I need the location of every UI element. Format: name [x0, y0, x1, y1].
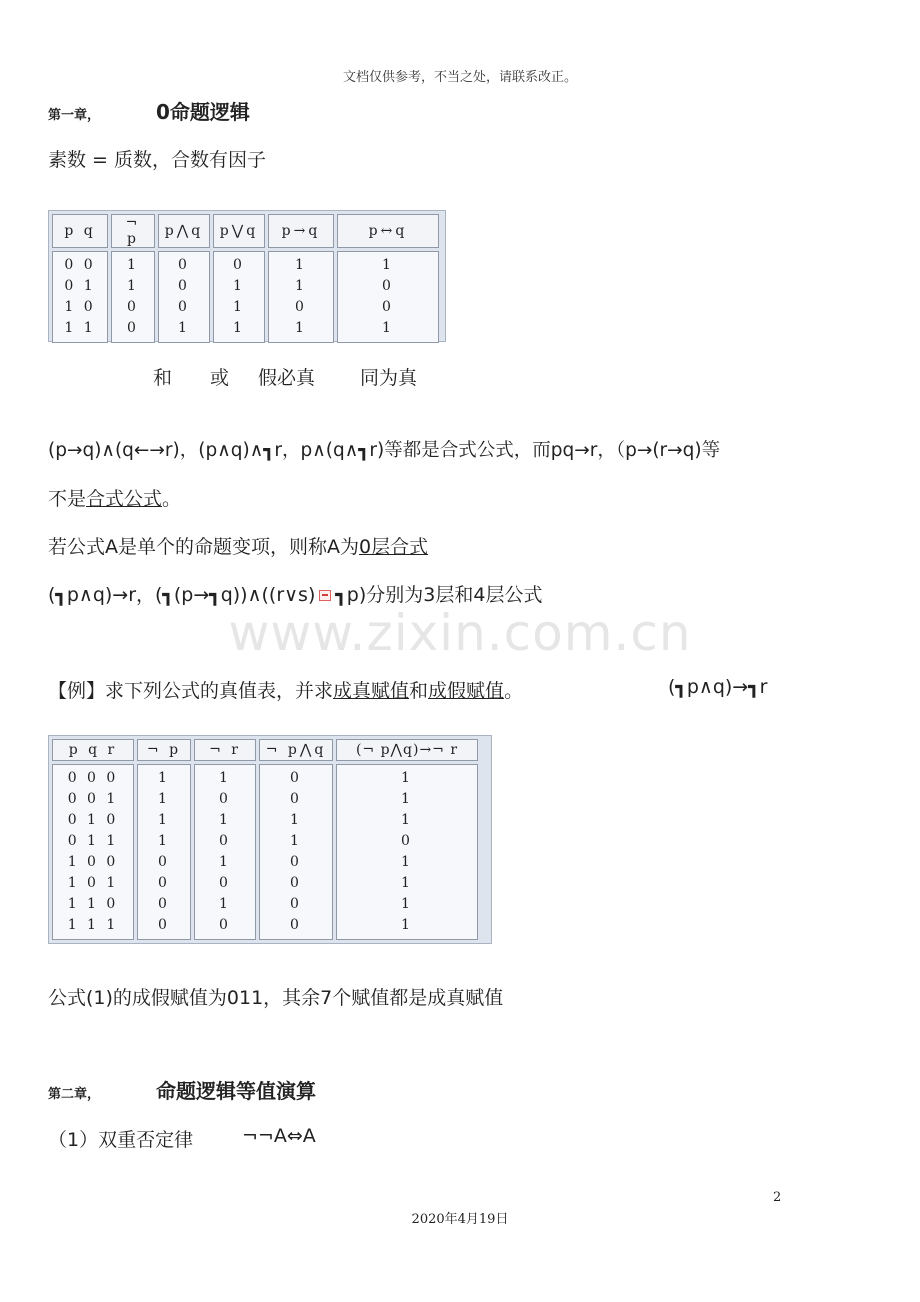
chapter2-title: 命题逻辑等值演算	[156, 1079, 316, 1103]
page-number: 2	[773, 1190, 782, 1205]
table1-column: 1 1 0 1	[268, 251, 334, 343]
text: 和	[409, 680, 429, 702]
term-false-assignment: 成假赋值	[428, 680, 505, 702]
label-implication: 假必真	[258, 367, 316, 389]
term-true-assignment: 成真赋值	[333, 680, 410, 702]
table1-header: ¬ p	[111, 214, 155, 248]
truth-table-basic	[48, 210, 446, 342]
table1-column: 0 0 0 1 1 0 1 1	[52, 251, 108, 343]
table2-header: (¬ p⋀q)→¬ r	[336, 739, 478, 761]
term-level0: 0层合式	[359, 536, 429, 558]
example-prompt	[48, 676, 523, 703]
footer-date: 2020年4月19日	[411, 1212, 509, 1227]
text: (┓p∧q)→r，(┓(p→┓q))∧((r∨s)	[48, 584, 316, 606]
table1-column: 0 0 0 1	[158, 251, 210, 343]
table1-header: p→q	[268, 214, 334, 248]
prime-definition: 素数 = 质数，合数有因子	[48, 149, 266, 171]
law-double-negation-formula: ¬¬A⇔A	[242, 1125, 316, 1147]
table2-column: 0 0 0 0 0 1 0 1 0 0 1 1 1 0 0 1 0 1 1 1 0 1 1 1	[52, 764, 134, 940]
table2-column: 1 1 1 0 1 1 1 1	[336, 764, 478, 940]
chapter2-label: 第二章，	[48, 1087, 101, 1102]
table1-column: 1 0 0 1	[337, 251, 439, 343]
text: ┓p)分别为3层和4层公式	[335, 584, 543, 606]
table2-header: p q r	[52, 739, 134, 761]
table1-column: 1 1 0 0	[111, 251, 155, 343]
truth-table-example	[48, 735, 492, 944]
text: 不是	[48, 488, 87, 510]
table1-header: p⋁q	[213, 214, 265, 248]
table1-header: p↔q	[337, 214, 439, 248]
chapter1-label: 第一章，	[48, 108, 101, 123]
table2-column: 1 1 1 1 0 0 0 0	[137, 764, 191, 940]
label-biconditional: 同为真	[360, 367, 418, 389]
wff-examples-line1: (p→q)∧(q←→r)，(p∧q)∧┓r，p∧(q∧┓r)等都是合式公式，而pq→r，（p→(r→q)等	[48, 440, 721, 461]
table2-header: ¬ p	[137, 739, 191, 761]
table2-column: 0 0 1 1 0 0 0 0	[259, 764, 333, 940]
table1-header: p q	[52, 214, 108, 248]
term-wff: 合式公式	[86, 488, 163, 510]
text: 若公式A是单个的命题变项，则称A为	[48, 536, 359, 558]
broken-symbol-icon	[319, 590, 331, 601]
table1-column: 0 1 1 1	[213, 251, 265, 343]
chapter1-title: 0命题逻辑	[156, 100, 250, 124]
table2-header: ¬ p⋀q	[259, 739, 333, 761]
label-and: 和	[153, 367, 173, 389]
label-or: 或	[210, 367, 230, 389]
wff-examples-line2	[48, 484, 181, 511]
table2-column: 1 0 1 0 1 0 1 0	[194, 764, 256, 940]
text: 。	[162, 488, 182, 510]
header-note: 文档仅供参考，不当之处，请联系改正。	[342, 70, 577, 85]
law-double-negation: （1）双重否定律	[48, 1129, 194, 1151]
layer-examples	[48, 580, 542, 607]
table2-header: ¬ r	[194, 739, 256, 761]
conclusion: 公式(1)的成假赋值为011，其余7个赋值都是成真赋值	[48, 987, 504, 1009]
text: 。	[504, 680, 524, 702]
table1-header: p⋀q	[158, 214, 210, 248]
watermark: www.zixin.com.cn	[228, 604, 692, 662]
example-formula: (┓p∧q)→┓r	[668, 676, 768, 698]
text: 【例】求下列公式的真值表，并求	[48, 680, 334, 702]
level0-definition	[48, 532, 428, 559]
